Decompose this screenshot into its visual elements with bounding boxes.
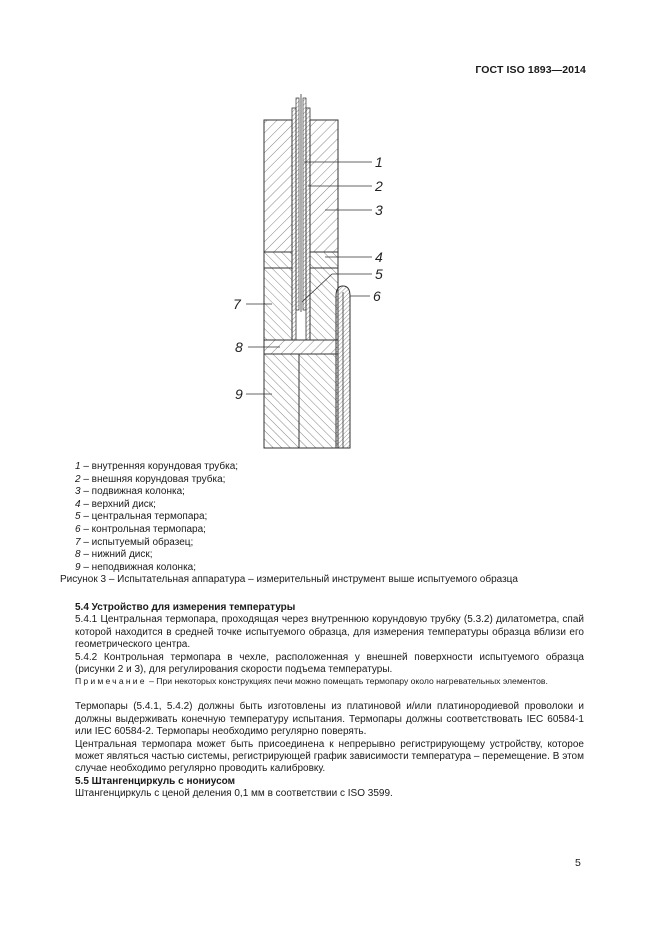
- section-heading-5-4: 5.4 Устройство для измерения температуры: [75, 602, 296, 613]
- apparatus-figure: [0, 90, 661, 460]
- inner-tube-shape: [296, 94, 306, 312]
- paragraph-central-thermocouple: Центральная термопара может быть присоединена к непрерывно регистрирующему устройству, которое может являться частью системы, регистрирующей график зависимости температура – перемещение. В этом случае необходимо регулярно проводить калибровку.: [75, 738, 584, 775]
- legend-text: – центральная термопара;: [80, 511, 208, 523]
- legend-item: [75, 511, 238, 524]
- legend-num: 2: [75, 473, 81, 485]
- legend-text: – внешняя корундовая трубка;: [80, 473, 226, 485]
- callout-9: 9: [235, 386, 243, 402]
- callout-2: 2: [375, 178, 383, 194]
- legend-num: 1: [75, 461, 81, 472]
- legend-item: [75, 562, 238, 575]
- page-number: 5: [575, 857, 581, 869]
- callout-3: 3: [375, 202, 383, 218]
- callout-6: 6: [373, 288, 381, 304]
- figure-caption: Рисунок 3 – Испытательная аппаратура – измерительный инструмент выше испытуемого образца: [60, 574, 518, 585]
- legend-item: [75, 499, 238, 512]
- section-heading-5-5: 5.5 Штангенциркуль с нониусом: [75, 775, 236, 787]
- legend-item: [75, 474, 238, 487]
- legend-text: – неподвижная колонка;: [80, 561, 197, 573]
- legend-num: 9: [75, 561, 81, 573]
- document-body: [75, 602, 584, 801]
- callout-7: 7: [233, 296, 241, 312]
- legend-text: – контрольная термопара;: [80, 523, 206, 535]
- legend-text: – внутренняя корундовая трубка;: [80, 461, 239, 472]
- legend-num: 5: [75, 511, 81, 523]
- legend-item: [75, 461, 238, 474]
- note-text: – При некоторых конструкциях печи можно помещать термопару около нагревательных элементов.: [146, 676, 548, 687]
- legend-num: 4: [75, 498, 81, 510]
- note-paragraph: [75, 676, 584, 687]
- legend-item: [75, 524, 238, 537]
- legend-item: [75, 486, 238, 499]
- legend-text: – нижний диск;: [80, 549, 153, 561]
- paragraph-5-5: Штангенциркуль с ценой деления 0,1 мм в соответствии с ISO 3599.: [75, 788, 393, 800]
- legend-num: 3: [75, 486, 81, 498]
- paragraph-5-4-2: 5.4.2 Контрольная термопара в чехле, расположенная у внешней поверхности испытуемого образца (рисунки 2 и 3), для регулирования скорости подъема температуры.: [75, 651, 584, 676]
- paragraph-5-4-1: 5.4.1 Центральная термопара, проходящая через внутреннюю корундовую трубку (5.3.2) дилатометра, спай которой находится в средней точке испытуемого образца, для измерения температуры образца вблизи его геометрического центра.: [75, 614, 584, 651]
- callout-1: 1: [375, 154, 383, 170]
- paragraph-thermocouples: Термопары (5.4.1, 5.4.2) должны быть изготовлены из платиновой и/или платинородиевой проволоки и должны выдерживать конечную температуру испытания. Термопары должны соответствовать IEC 60584-1 или IEC 60584-2. Термопары необходимо регулярно поверять.: [75, 701, 584, 738]
- callout-5: 5: [375, 266, 383, 282]
- legend-num: 8: [75, 549, 81, 561]
- legend-num: 6: [75, 523, 81, 535]
- legend-item: [75, 549, 238, 562]
- callout-8: 8: [235, 339, 243, 355]
- control-thermocouple-shape: [336, 286, 350, 448]
- note-label: Примечание: [75, 676, 147, 687]
- legend-text: – подвижная колонка;: [80, 486, 185, 498]
- legend-text: – испытуемый образец;: [80, 536, 194, 548]
- figure-legend: [75, 461, 238, 574]
- callout-4: 4: [375, 249, 383, 265]
- legend-text: – верхний диск;: [80, 498, 156, 510]
- document-header: ГОСТ ISO 1893—2014: [475, 64, 586, 76]
- legend-num: 7: [75, 536, 81, 548]
- legend-item: [75, 537, 238, 550]
- fixed-column-shape: [264, 354, 338, 448]
